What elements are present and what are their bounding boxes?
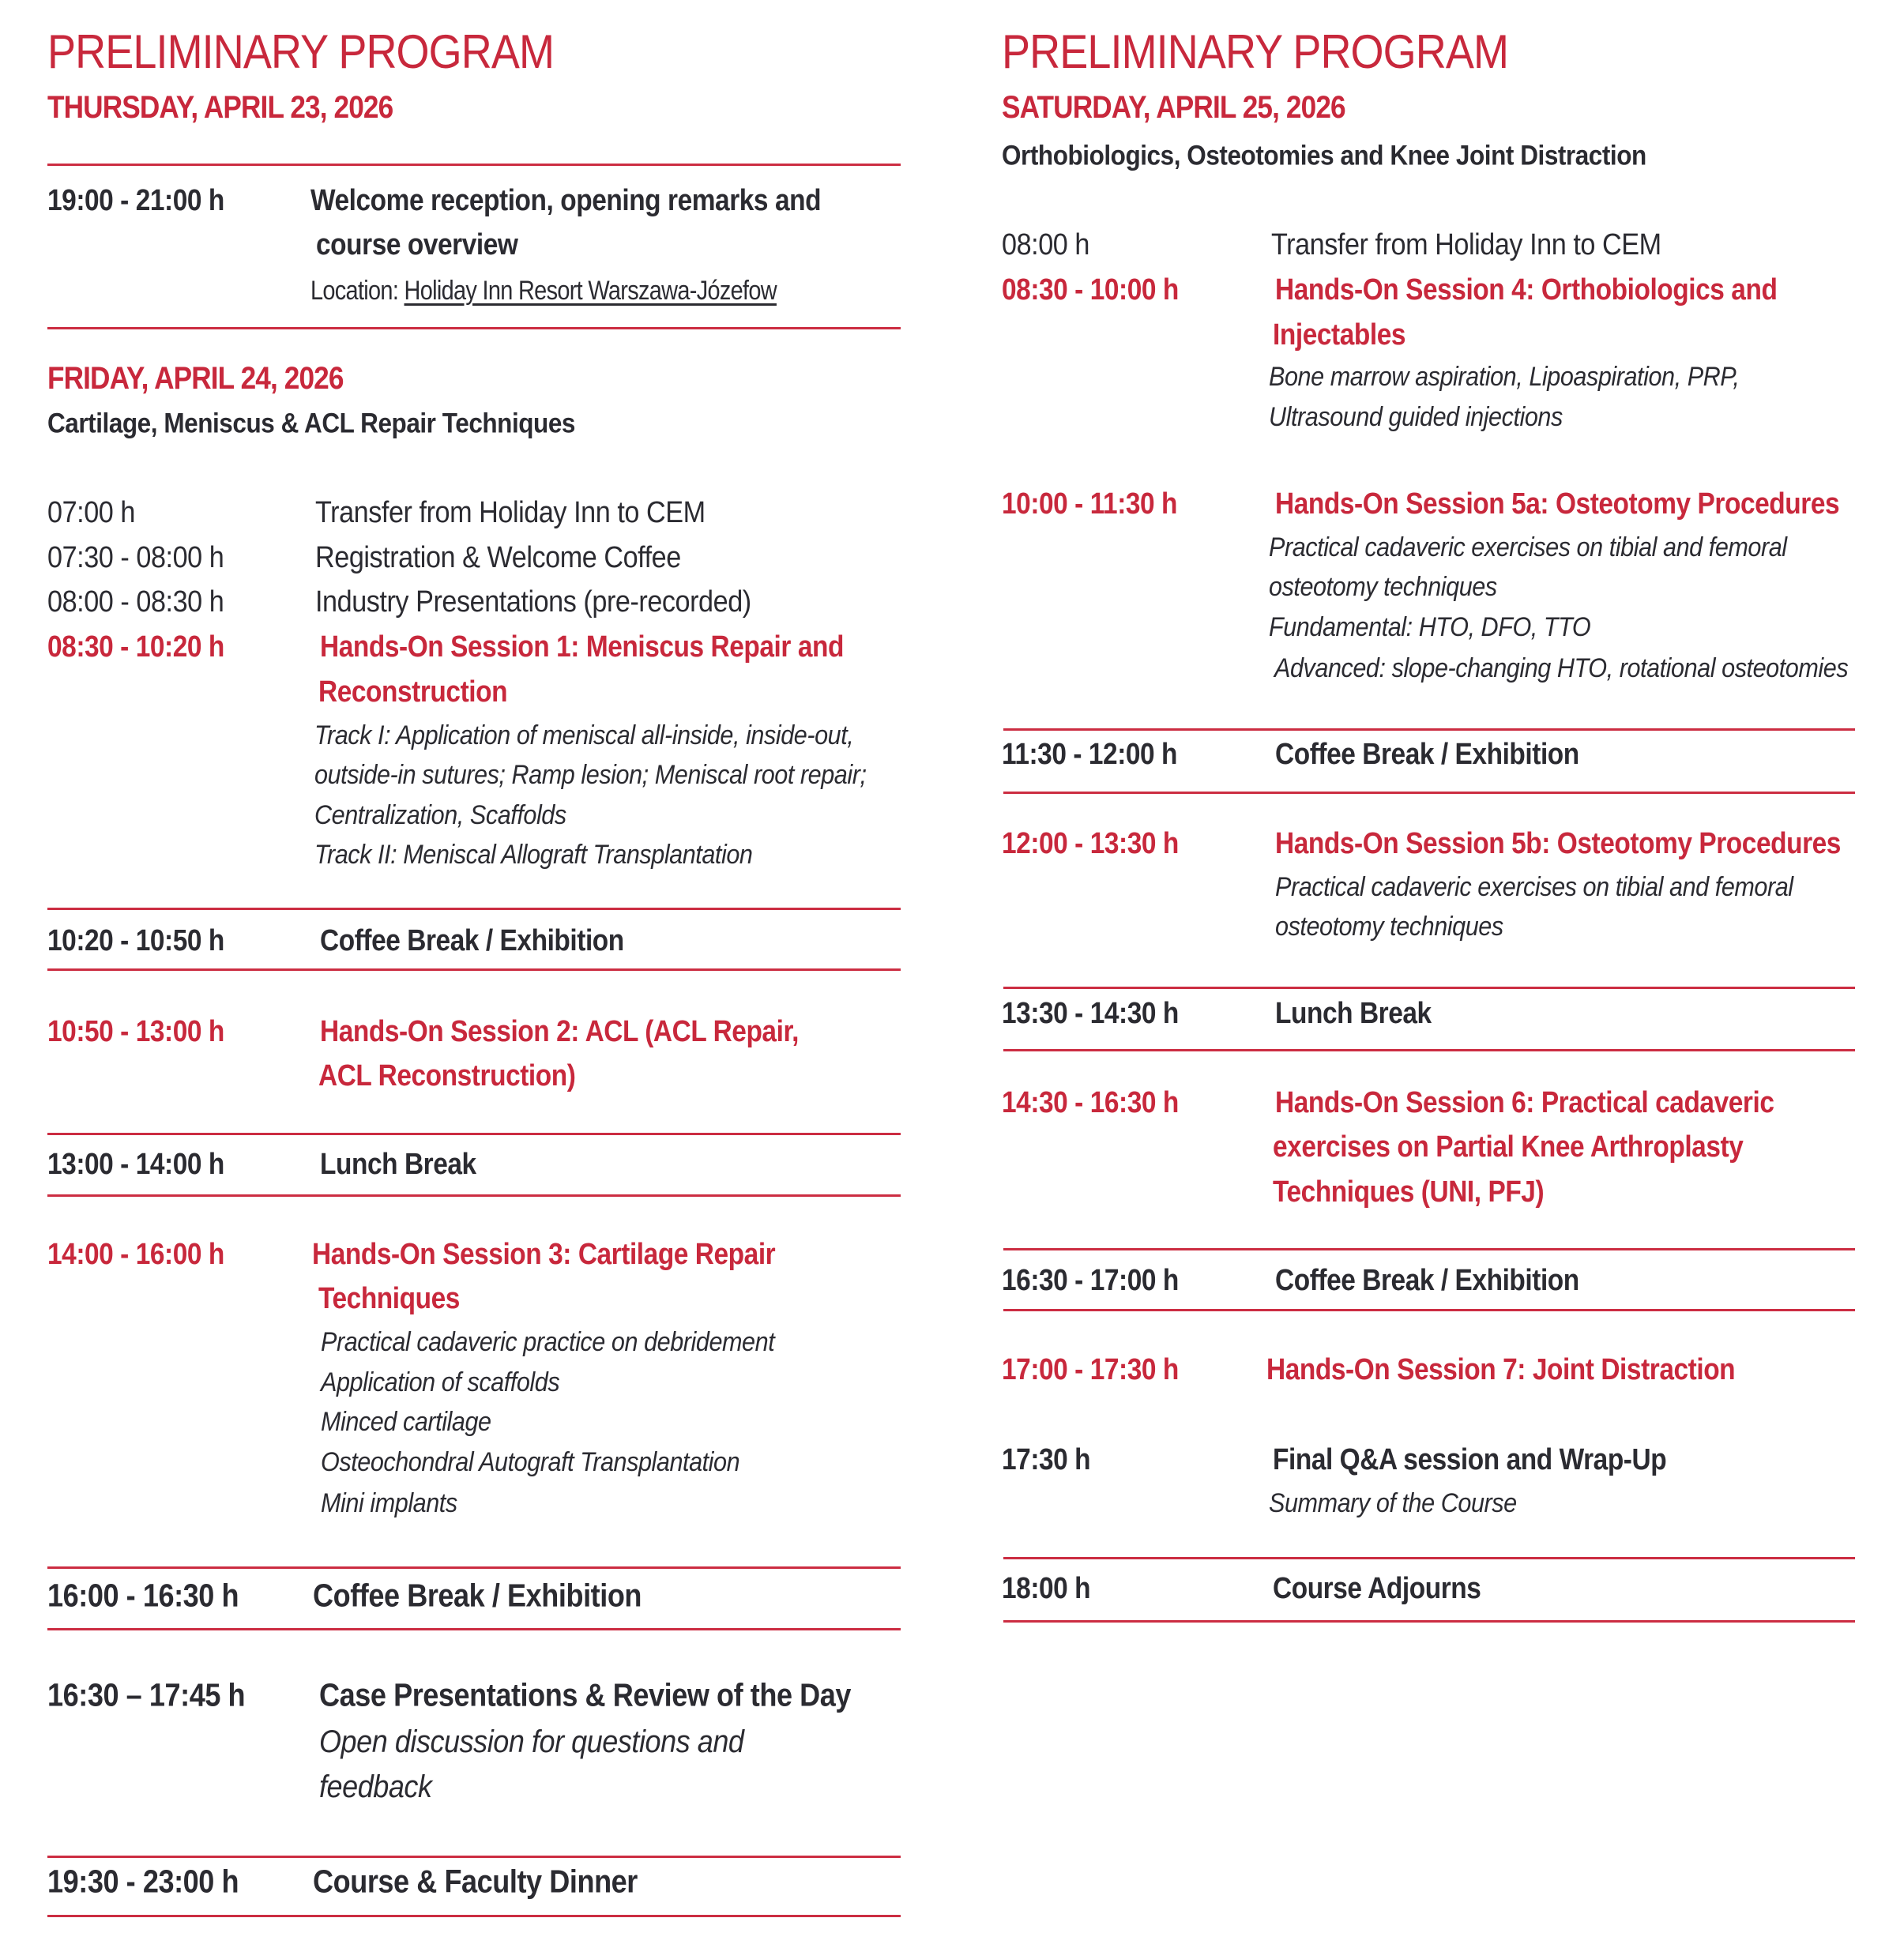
item-time: 16:30 - 17:00 h xyxy=(1002,1264,1179,1297)
session-detail: osteotomy techniques xyxy=(1269,572,1497,602)
session-title: exercises on Partial Knee Arthroplasty xyxy=(1273,1130,1744,1164)
item-title: Welcome reception, opening remarks and xyxy=(310,184,822,217)
item-time: 10:50 - 13:00 h xyxy=(47,1015,224,1048)
session-title: ACL Reconstruction) xyxy=(318,1059,576,1092)
day-heading-saturday: SATURDAY, APRIL 25, 2026 xyxy=(1002,90,1345,125)
session-detail: outside-in sutures; Ramp lesion; Meniscal root repair; xyxy=(314,760,867,790)
divider xyxy=(1003,1620,1855,1623)
divider xyxy=(47,164,901,166)
session-detail: Track II: Meniscal Allograft Transplantation xyxy=(314,840,753,870)
divider xyxy=(47,1566,901,1569)
session-title: Hands-On Session 6: Practical cadaveric xyxy=(1275,1086,1774,1119)
day-subtitle: Cartilage, Meniscus & ACL Repair Techniques xyxy=(47,408,575,439)
location-label: Location: xyxy=(310,276,405,306)
item-time: 07:00 h xyxy=(47,496,135,529)
item-title: Case Presentations & Review of the Day xyxy=(319,1676,852,1713)
item-time: 08:30 - 10:20 h xyxy=(47,630,224,664)
divider xyxy=(1003,728,1855,731)
item-time: 14:00 - 16:00 h xyxy=(47,1238,224,1271)
session-detail: osteotomy techniques xyxy=(1275,912,1503,942)
item-time: 16:30 – 17:45 h xyxy=(47,1676,246,1713)
item-title: Transfer from Holiday Inn to CEM xyxy=(1271,228,1661,261)
item-time: 08:00 - 08:30 h xyxy=(47,585,224,619)
item-time: 13:00 - 14:00 h xyxy=(47,1148,224,1181)
session-detail: Practical cadaveric practice on debridement xyxy=(321,1327,775,1357)
divider xyxy=(47,1628,901,1630)
session-title: Reconstruction xyxy=(318,675,508,709)
item-detail: Open discussion for questions and xyxy=(319,1724,744,1759)
location xyxy=(310,277,777,304)
item-title: Coffee Break / Exhibition xyxy=(313,1577,642,1614)
page-title: PRELIMINARY PROGRAM xyxy=(1002,25,1509,78)
item-time: 19:00 - 21:00 h xyxy=(47,184,224,217)
day-heading-thursday: THURSDAY, APRIL 23, 2026 xyxy=(47,90,393,125)
divider xyxy=(47,327,901,329)
divider xyxy=(1003,1309,1855,1311)
divider xyxy=(47,1915,901,1917)
item-title: Coffee Break / Exhibition xyxy=(1275,1264,1579,1297)
divider xyxy=(47,908,901,910)
session-title: Hands-On Session 1: Meniscus Repair and xyxy=(320,630,844,664)
divider xyxy=(1003,792,1855,794)
divider xyxy=(1003,987,1855,989)
session-title: Hands-On Session 7: Joint Distraction xyxy=(1266,1353,1736,1386)
session-detail: Ultrasound guided injections xyxy=(1269,402,1563,432)
item-time: 12:00 - 13:30 h xyxy=(1002,827,1179,860)
divider xyxy=(1003,1557,1855,1559)
item-time: 19:30 - 23:00 h xyxy=(47,1863,239,1900)
session-detail: Practical cadaveric exercises on tibial and femoral xyxy=(1275,872,1793,902)
item-title: course overview xyxy=(316,228,518,261)
item-title: Coffee Break / Exhibition xyxy=(1275,738,1579,771)
session-title: Hands-On Session 5b: Osteotomy Procedures xyxy=(1275,827,1841,860)
page-title: PRELIMINARY PROGRAM xyxy=(47,25,555,78)
session-detail: Osteochondral Autograft Transplantation xyxy=(321,1447,740,1477)
session-title: Injectables xyxy=(1273,318,1406,352)
item-time: 13:30 - 14:30 h xyxy=(1002,997,1179,1030)
divider xyxy=(1003,1049,1855,1051)
item-time: 08:30 - 10:00 h xyxy=(1002,273,1179,306)
item-time: 16:00 - 16:30 h xyxy=(47,1577,239,1614)
item-title: Industry Presentations (pre-recorded) xyxy=(315,585,751,619)
divider xyxy=(1003,1248,1855,1250)
item-title: Coffee Break / Exhibition xyxy=(320,924,624,957)
item-time: 07:30 - 08:00 h xyxy=(47,541,224,574)
session-title: Hands-On Session 5a: Osteotomy Procedures xyxy=(1275,487,1840,521)
item-time: 14:30 - 16:30 h xyxy=(1002,1086,1179,1119)
item-title: Lunch Break xyxy=(1275,997,1432,1030)
session-detail: Minced cartilage xyxy=(321,1407,491,1437)
item-time: 08:00 h xyxy=(1002,228,1089,261)
item-title: Course Adjourns xyxy=(1273,1572,1481,1605)
session-detail: Bone marrow aspiration, Lipoaspiration, PRP, xyxy=(1269,362,1740,392)
session-detail: Practical cadaveric exercises on tibial and femoral xyxy=(1269,532,1787,562)
item-time: 17:30 h xyxy=(1002,1443,1091,1476)
session-detail: Track I: Application of meniscal all-inside, inside-out, xyxy=(314,720,854,750)
divider xyxy=(47,1856,901,1858)
session-title: Techniques xyxy=(318,1282,460,1315)
item-time: 10:00 - 11:30 h xyxy=(1002,487,1178,521)
item-title: Transfer from Holiday Inn to CEM xyxy=(315,496,706,529)
item-detail: Summary of the Course xyxy=(1269,1488,1517,1518)
session-detail: Fundamental: HTO, DFO, TTO xyxy=(1269,612,1591,642)
session-title: Hands-On Session 2: ACL (ACL Repair, xyxy=(320,1015,800,1048)
session-detail: Centralization, Scaffolds xyxy=(314,800,566,830)
session-title: Techniques (UNI, PFJ) xyxy=(1273,1175,1545,1209)
session-detail: Mini implants xyxy=(321,1488,457,1518)
session-detail: Application of scaffolds xyxy=(321,1367,560,1397)
item-time: 17:00 - 17:30 h xyxy=(1002,1353,1179,1386)
day-subtitle: Orthobiologics, Osteotomies and Knee Joint Distraction xyxy=(1002,140,1646,171)
item-title: Course & Faculty Dinner xyxy=(313,1863,638,1900)
divider xyxy=(47,1194,901,1197)
session-detail: Advanced: slope-changing HTO, rotational osteotomies xyxy=(1274,653,1849,683)
item-title: Lunch Break xyxy=(320,1148,476,1181)
item-time: 11:30 - 12:00 h xyxy=(1002,738,1178,771)
item-title: Final Q&A session and Wrap-Up xyxy=(1273,1443,1667,1476)
item-title: Registration & Welcome Coffee xyxy=(315,541,681,574)
day-heading-friday: FRIDAY, APRIL 24, 2026 xyxy=(47,361,344,396)
item-time: 18:00 h xyxy=(1002,1572,1091,1605)
item-detail: feedback xyxy=(319,1769,432,1804)
item-time: 10:20 - 10:50 h xyxy=(47,924,224,957)
session-title: Hands-On Session 4: Orthobiologics and xyxy=(1275,273,1778,306)
divider xyxy=(47,968,901,971)
session-title: Hands-On Session 3: Cartilage Repair xyxy=(312,1238,776,1271)
divider xyxy=(47,1133,901,1135)
location-link[interactable]: Holiday Inn Resort Warszawa-Józefow xyxy=(404,276,777,306)
